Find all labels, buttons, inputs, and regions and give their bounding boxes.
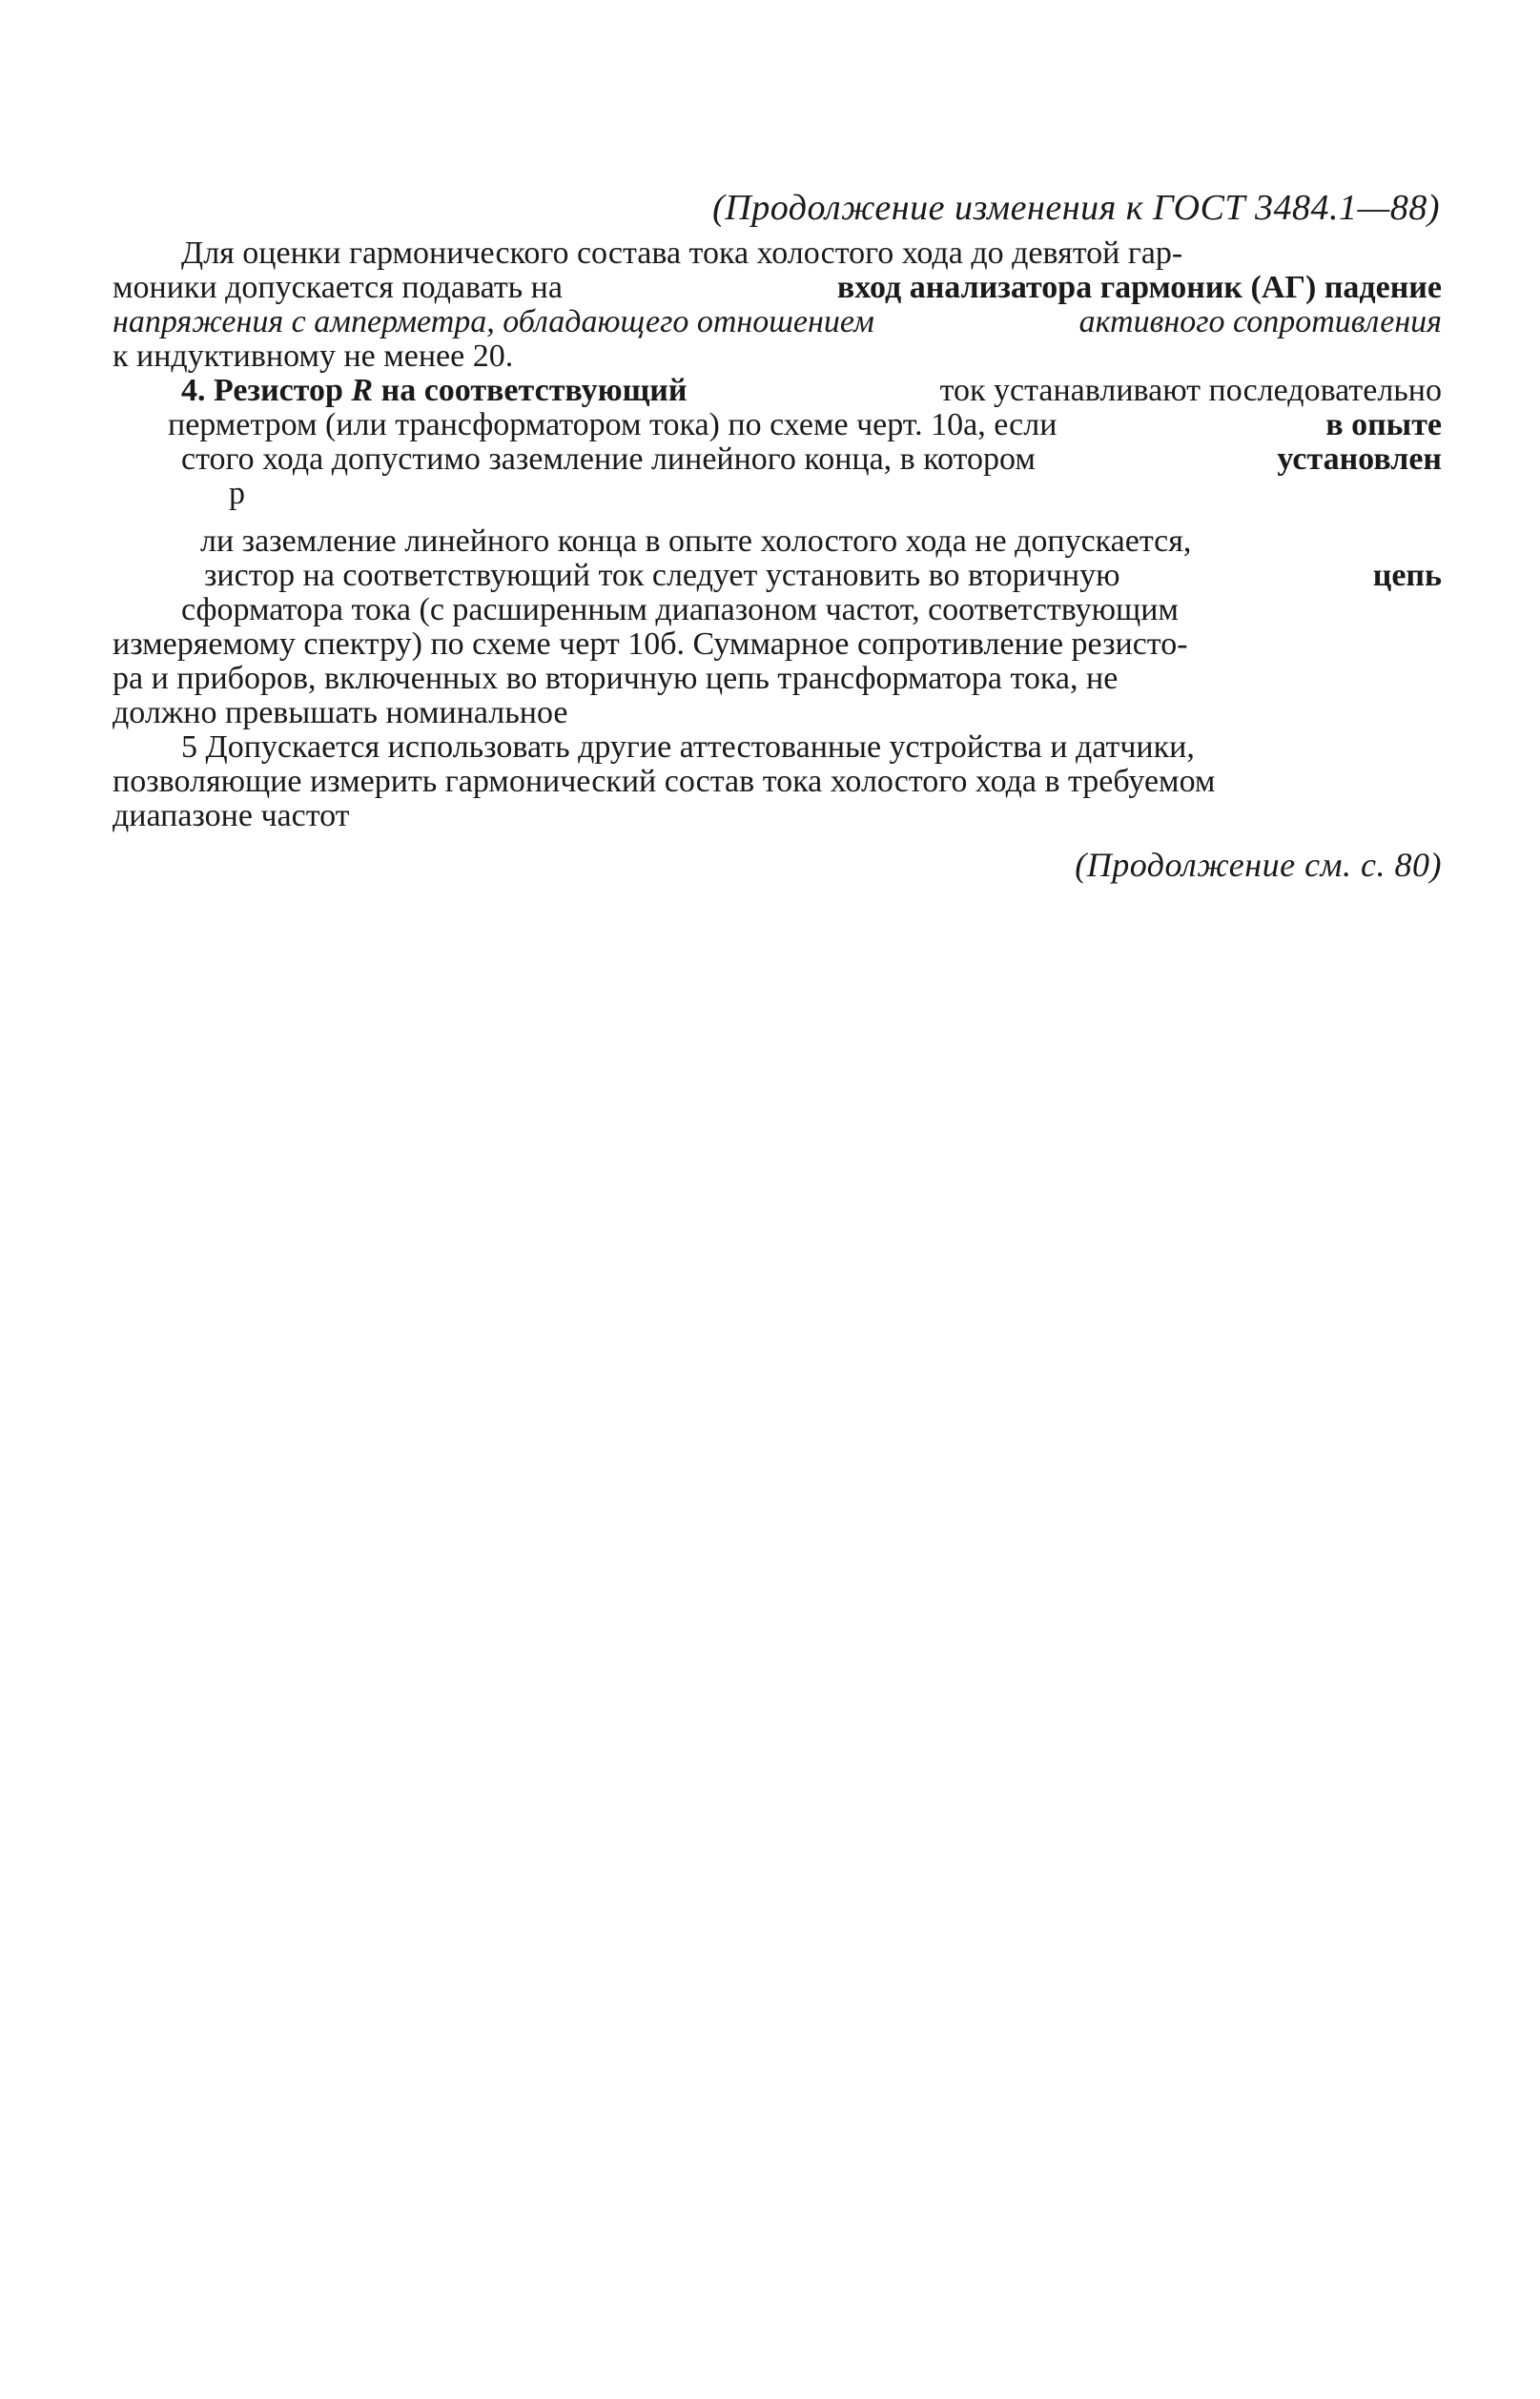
paragraph-3-line-3: [113, 799, 1448, 833]
document-body: [113, 236, 1448, 833]
paragraph-1-line-1: [113, 236, 1448, 271]
text-line: сформатора тока (с расширенным диапазоном частот, соответствующим: [181, 592, 1179, 627]
text-line: стого хода допустимо заземление линейного конца, в котором: [181, 441, 1036, 477]
text-line-bold: цепь: [1372, 558, 1442, 593]
paragraph-2-line-1: [113, 374, 1442, 408]
continuation-footer: (Продолжение см. с. 80): [1075, 846, 1442, 884]
continuation-header: (Продолжение изменения к ГОСТ 3484.1—88): [712, 188, 1440, 228]
text-line: р: [229, 476, 245, 511]
resistor-term: Резистор: [214, 373, 343, 408]
resistor-symbol: R: [351, 373, 374, 408]
paragraph-2-line-8: [113, 627, 1448, 662]
text-line: к индуктивному не менее 20.: [113, 338, 514, 374]
text-line: ли заземление линейного конца в опыте холостого хода не допускается,: [200, 523, 1192, 559]
paragraph-1-line-2: [113, 271, 1442, 305]
text-line-italic: активного сопротивления: [1078, 304, 1442, 339]
paragraph-2-line-3: [113, 442, 1442, 477]
text-line-bold: на соответствующий: [380, 373, 688, 408]
paragraph-2-line-9: [113, 662, 1448, 696]
paragraph-2-line-6: [113, 559, 1442, 593]
text-line: ра и приборов, включенных во вторичную цепь трансформатора тока, не: [113, 661, 1119, 696]
text-line-bold: установлен: [1277, 441, 1442, 477]
paragraph-2-line-2: [113, 408, 1442, 442]
text-line-bold: вход анализатора гармоник (АГ) падение: [836, 270, 1442, 305]
text-line-bold: в опыте: [1325, 407, 1442, 442]
paragraph-1-line-4: [113, 339, 1448, 374]
text-line: моники допускается подавать на: [113, 270, 563, 305]
paragraph-3-line-1: [113, 730, 1448, 765]
paragraph-2-line-7: [113, 593, 1448, 627]
text-line: 5 Допускается использовать другие аттестованные устройства и датчики,: [181, 729, 1195, 765]
text-line: измеряемому спектру) по схеме черт 10б. Суммарное сопротивление резисто-: [113, 626, 1188, 662]
paragraph-2-line-4: [113, 477, 1448, 524]
text-line: перметром (или трансформатором тока) по схеме черт. 10а, если: [168, 407, 1057, 442]
paragraph-3-line-2: [113, 765, 1448, 799]
text-line: должно превышать номинальное: [113, 695, 568, 730]
paragraph-2-line-5: [113, 524, 1448, 559]
text-line: ток устанавливают последовательно: [939, 373, 1442, 408]
paragraph-2-line-10: [113, 696, 1448, 730]
text-line-italic: напряжения с амперметра, обладающего отношением: [113, 304, 874, 339]
text-line: позволяющие измерить гармонический состав тока холостого хода в требуемом: [113, 764, 1216, 799]
text-line: Для оценки гармонического состава тока холостого хода до девятой гар-: [181, 236, 1183, 271]
paragraph-1-line-3: [113, 305, 1442, 339]
text-line: зистор на соответствующий ток следует установить во вторичную: [204, 558, 1120, 593]
text-line: диапазоне частот: [113, 798, 350, 833]
clause-number: 4.: [181, 373, 206, 408]
